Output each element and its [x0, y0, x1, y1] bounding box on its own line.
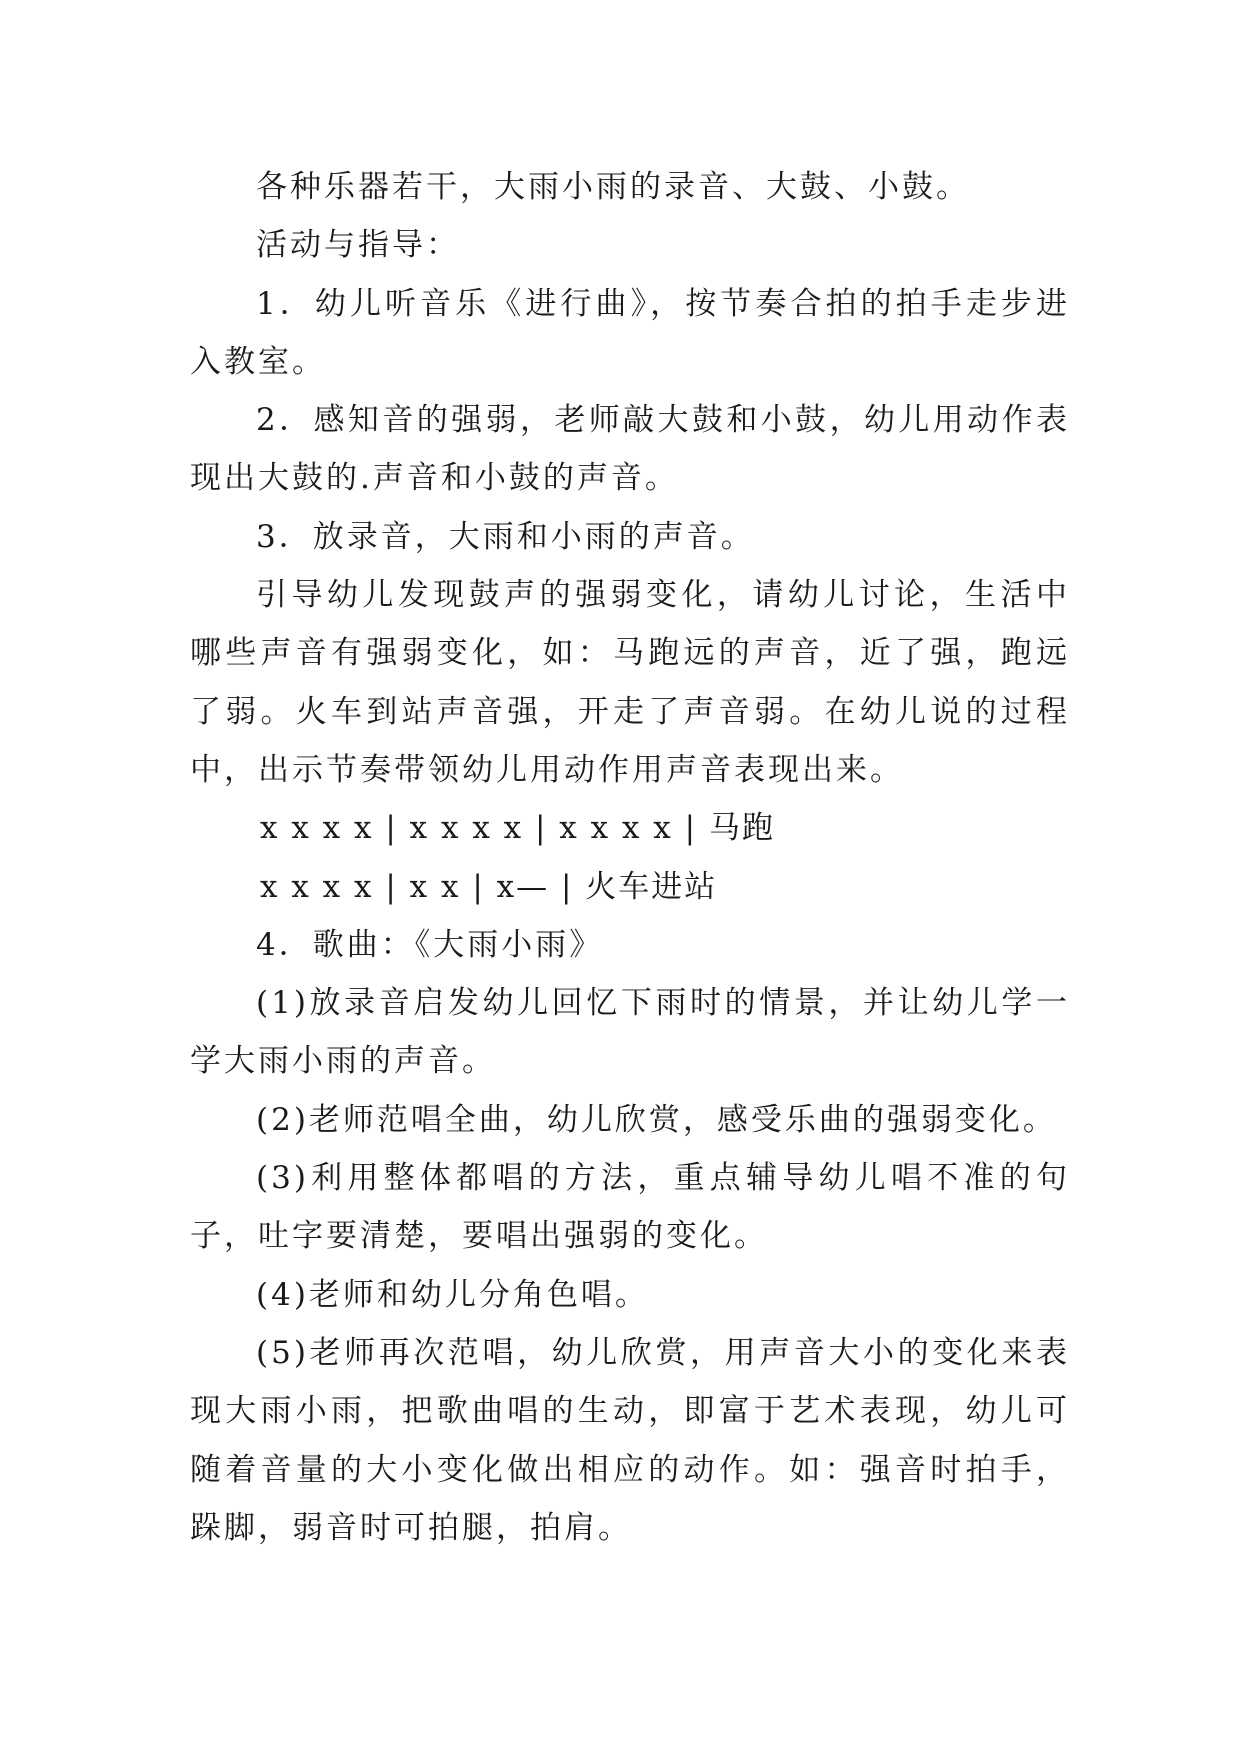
guidance-paragraph: 引导幼儿发现鼓声的强弱变化，请幼儿讨论，生活中哪些声音有强弱变化，如：马跑远的声音，近了强，跑远了弱。火车到站声音强，开走了声音弱。在幼儿说的过程中，出示节奏带领幼儿用动作用声音表现出来。	[190, 577, 1070, 788]
rhythm-line-train: x x x x | x x | x— | 火车进站	[260, 868, 718, 905]
substep-3-paragraph: (3)利用整体都唱的方法，重点辅导幼儿唱不准的句子，吐字要清楚，要唱出强弱的变化。	[190, 1160, 1070, 1255]
document-body	[190, 158, 1070, 1557]
substep-1-paragraph: (1)放录音启发幼儿回忆下雨时的情景，并让幼儿学一学大雨小雨的声音。	[190, 985, 1070, 1080]
substep-5-paragraph: (5)老师再次范唱，幼儿欣赏，用声音大小的变化来表现大雨小雨，把歌曲唱的生动，即富于艺术表现，幼儿可随着音量的大小变化做出相应的动作。如：强音时拍手，跺脚，弱音时可拍腿，拍肩。	[190, 1334, 1070, 1546]
substep-4-paragraph: (4)老师和幼儿分角色唱。	[256, 1276, 649, 1313]
rhythm-line-horse: x x x x | x x x x | x x x x | 马跑	[260, 810, 775, 847]
step-3-paragraph: 3．放录音，大雨和小雨的声音。	[256, 518, 755, 555]
step-1-paragraph: 1．幼儿听音乐《进行曲》，按节奏合拍的拍手走步进入教室。	[190, 285, 1070, 380]
substep-2-paragraph: (2)老师范唱全曲，幼儿欣赏，感受乐曲的强弱变化。	[256, 1101, 1057, 1138]
step-2-paragraph: 2．感知音的强弱，老师敲大鼓和小鼓，幼儿用动作表现出大鼓的.声音和小鼓的声音。	[190, 402, 1070, 497]
section-heading: 活动与指导：	[256, 227, 460, 264]
step-4-paragraph: 4．歌曲：《大雨小雨》	[256, 926, 604, 963]
materials-paragraph: 各种乐器若干，大雨小雨的录音、大鼓、小鼓。	[256, 169, 970, 205]
